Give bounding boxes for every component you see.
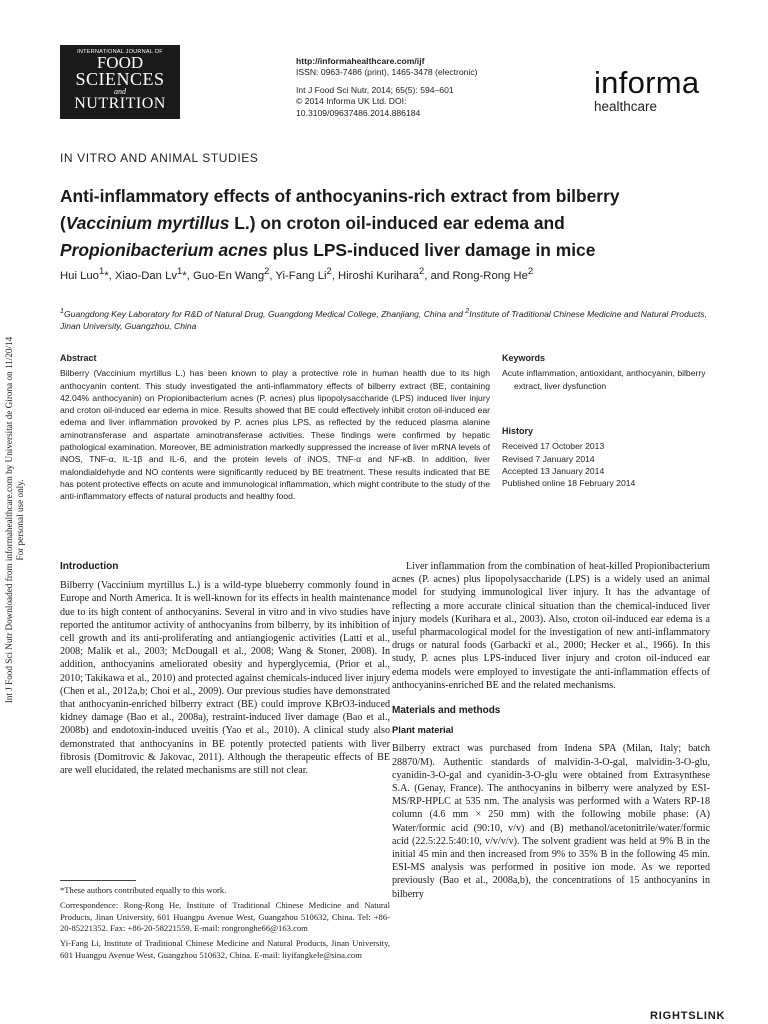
introduction-paragraph-2: Liver inflammation from the combination of heat-killed Propionibacterium acnes (P. acnes) plus lipopolysaccharide (LPS) is a widely used an animal model for studying immunological liver injury. It has the advantage of reflecting a more accurate clinical situation than the chemical-induced liver injury models (Kurihara et al., 2003). Also, croton oil-induced ear edema is a useful pharmacological model for the investigation of new anti-inflammatory drugs or natural foods (Garbacki et al., 2000; Hecker et al., 1966). In this study, P. acnes plus LPS-induced liver injury and croton oil-induced ear edema models were employed to investigate the anti-inflammation effects of anthocyanins-enriched BE and the related mechanisms. xyxy=(392,561,710,691)
affiliations: $^1$Guangdong Key Laboratory for R&D of Natural Drug, Guangdong Medical College, Zhanjiang, China and $^2$Institute of Traditional Chinese Medicine and Natural Products, Jinan University, Guangzhou, China xyxy=(60,307,707,332)
footnote-equal-contribution: *These authors contributed equally to this work. xyxy=(60,885,227,895)
citation: Int J Food Sci Nutr, 2014; 65(5): 594–601 xyxy=(296,84,454,95)
section-label: IN VITRO AND ANIMAL STUDIES xyxy=(60,151,259,165)
introduction-heading: Introduction xyxy=(60,561,119,572)
rightslink-logo[interactable] xyxy=(650,1010,760,1024)
keywords-text: Acute inflammation, antioxidant, anthocyanin, bilberry extract, liver dysfunction xyxy=(502,368,706,391)
keywords-heading: Keywords xyxy=(502,353,546,363)
rightslink-label: RIGHTSLINK xyxy=(650,1010,726,1022)
footnote-correspondence-2: Yi-Fang Li, Institute of Traditional Chinese Medicine and Natural Products, Jinan University, 601 Huangpu Avenue West, Guangzhou 510632, China. E-mail: liyifangkele@sina.com xyxy=(60,938,390,960)
history-received: Received 17 October 2013 xyxy=(502,441,605,452)
abstract xyxy=(60,352,490,503)
issn: ISSN: 0963-7486 (print), 1465-3478 (electronic) xyxy=(296,67,478,78)
plant-material-heading: Plant material xyxy=(392,724,454,736)
footnote-correspondence-1: Correspondence: Rong-Rong He, Institute of Traditional Chinese Medicine and Natural Products, Jinan University, 601 Huangpu Avenue West, Guangzhou 510632, China. Tel: +86-20-85221352. Fax: +86-20-58221559. E-mail: rongronghe66@163.com xyxy=(60,899,390,934)
article-history xyxy=(502,425,708,489)
history-accepted: Accepted 13 January 2014 xyxy=(502,465,605,476)
history-published: Published online 18 February 2014 xyxy=(502,478,636,489)
journal-url[interactable]: http://informahealthcare.com/ijf xyxy=(296,56,425,66)
footnotes xyxy=(60,885,390,965)
publisher-name: informa xyxy=(594,65,700,100)
footnote-rule xyxy=(60,880,136,881)
journal-metadata xyxy=(296,56,516,119)
abstract-heading: Abstract xyxy=(60,353,97,363)
introduction-paragraph-1: Bilberry (Vaccinium myrtillus L.) is a wild-type blueberry commonly found in Europe and North America. It is well-known for its effects in health maintenance due to its high content of anthocyanins. Several in vitro and in vivo studies have reported the antitumor activity of anthocyanins from bilberry, by its inhibition of cell growth and its anti-proliferating and antiangiogenic activities (Latti et al., 2008; Malik et al., 2003; McDougall et al., 2008; Wang & Stoner, 2008). In addition, anthocyanins ameliorated obesity and hyperglycemia, (Prior et al., 2010; Takikawa et al., 2010) and protected against chemicals-induced liver injury (Chen et al., 2012a,b; Choi et al., 2009). Our previous studies have demonstrated that anthocyanin-enriched bilberry extract (BE) could improve KBrO3-induced kidney damage (Bao et al., 2008a), restraint-induced liver damage (Bao et al., 2008b) and endotoxin-induced uveitis (Yao et al., 2010). A clinical study also demonstrated that anthocyanins in BE potently protected patients with liver fibrosis (Domitrovic & Jakovac, 2011). Although the therapeutic effects of BE are well elucidated, the related mechanisms are still not clear. xyxy=(60,580,390,777)
watermark-line-1: Int J Food Sci Nutr Downloaded from informahealthcare.com by Universitat de Girona on 11/20/14 xyxy=(4,336,14,704)
body-column-right xyxy=(392,560,710,901)
history-revised: Revised 7 January 2014 xyxy=(502,453,595,464)
journal-logo: INTERNATIONAL JOURNAL OF FOOD SCIENCES and NUTRITION xyxy=(60,45,180,119)
history-heading: History xyxy=(502,426,534,436)
watermark-line-2: For personal use only. xyxy=(15,479,25,561)
methods-heading: Materials and methods xyxy=(392,705,501,717)
publisher-sub: healthcare xyxy=(594,99,658,114)
author-list: Hui Luo$^1$*, Xiao-Dan Lv$^1$*, Guo-En Wang$^2$, Yi-Fang Li$^2$, Hiroshi Kurihara$^2$, and Rong-Rong He$^2$ xyxy=(60,265,534,282)
methods-paragraph-1: Bilberry extract was purchased from Indena SPA (Milan, Italy; batch 28870/M). Authentic standards of malvidin-3-O-gal, malvidin-3-O-glu, cyanidin-3-O-gal and cyanidin-3-O-glu were obtained from Extrasynthese S.A. (Genay, France). The anthocyanins in bilberry were analyzed by ESI-MS/RP-HPLC at 535 nm. The analysis was performed with a Waters RP-18 column (4.6 mm × 250 mm) with the following mobile phase: (A) Water/formic acid (90:10, v/v) and (B) methanol/acetonitrile/water/formic acid (22.5:22.5:40:10, v/v/v/v). The solvent gradient was held at 9% B in the initial 45 min and then increased from 9% to 35% B in the following 45 min. ESI-MS analysis was performed in positive ion mode. As we reported previously (Bao et al., 2008a,b), the concentrations of 15 anthocyanins in bilberry xyxy=(392,743,710,900)
article-title: Anti-inflammatory effects of anthocyanins-rich extract from bilberry (Vaccinium myrtillus L.) on croton oil-induced ear edema and Propionibacterium acnes plus LPS-induced liver damage in mice xyxy=(60,186,620,260)
body-column-left xyxy=(60,560,390,777)
copyright-doi: © 2014 Informa UK Ltd. DOI: 10.3109/09637486.2014.886184 xyxy=(296,96,421,118)
abstract-text: Bilberry (Vaccinium myrtillus L.) has been known to play a protective role in human health due to its high anthocyanin content. This study investigated the anti-inflammatory effects of bilberry extract (BE, containing 42.04% anthocyanin) on Propionibacterium acnes (P. acnes) plus lipopolysaccharide (LPS) induced liver injury and croton oil-induced ear edema in mice. Results showed that BE could effectively inhibit croton oil-induced ear edema and liver inflammation provoked by P. acnes plus LPS, as reflected by the reduced plasma alanine aminotransferase and aspartate aminotransferase activities. These findings were confirmed by hepatic pathological examination. Moreover, BE administration markedly suppressed the increase of liver mRNA levels of iNOS, TNF-α, IL-1β and IL-6, and the protein levels of iNOS, TNF-α and NF-κB. In addition, liver malondialdehyde and NO contents were significantly reduced by BE treatment. These results indicated that BE has potent protective effects on acute and immunological inflammation, which might contribute to the study of the anti-inflammatory effects of natural products and healthy food. xyxy=(60,368,490,502)
download-watermark xyxy=(4,300,25,740)
keywords xyxy=(502,352,708,392)
publisher-logo xyxy=(594,65,700,114)
